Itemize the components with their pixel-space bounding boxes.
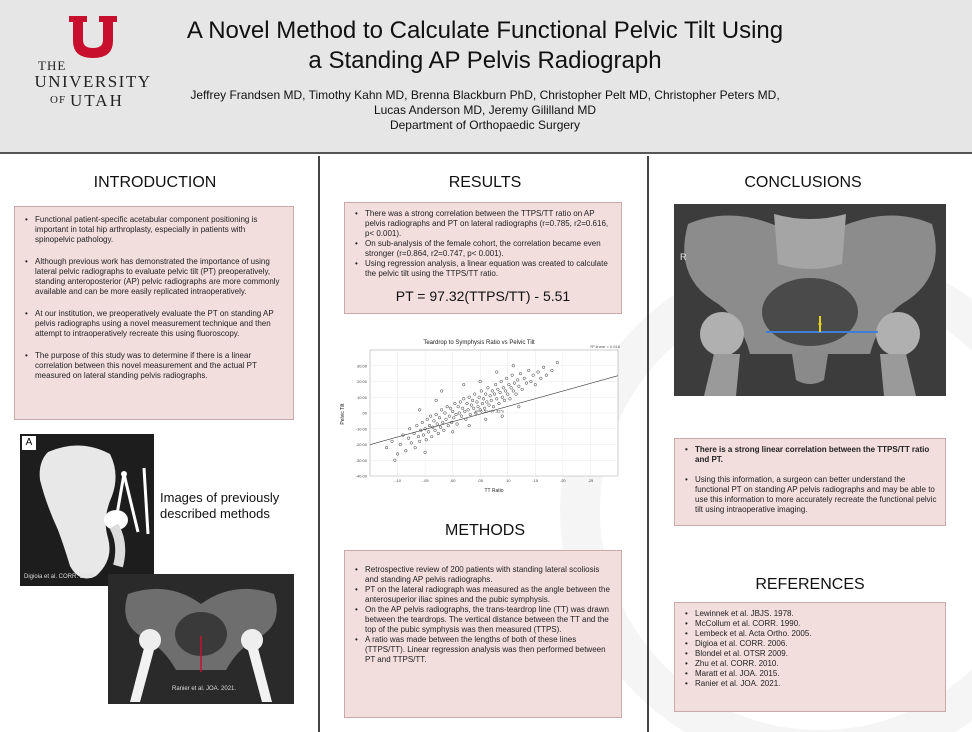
y-tick-label: -40.00 (355, 473, 367, 479)
image-a-credit: Digioia et al. CORR. 2006 (24, 574, 94, 580)
x-ticks (394, 478, 594, 483)
methods-title: METHODS (445, 522, 525, 539)
column-divider-2 (647, 156, 649, 732)
authors-line-1: Jeffrey Frandsen MD, Timothy Kahn MD, Brenna Blackburn PhD, Christopher Pelt MD, Christopher Peters MD, (190, 88, 780, 102)
conclusions-title: CONCLUSIONS (744, 174, 862, 191)
reference-item: • Ranier et al. JOA. 2021. (683, 679, 937, 689)
results-box (344, 202, 622, 314)
list-item: • PT on the lateral radiograph was measured as the angle between the anterosuperior iliac spines and the pubic symphysis. (353, 585, 613, 605)
pelvis-xray-illustration-icon (674, 204, 946, 396)
authors-line-2: Lucas Anderson MD, Jeremy Gililland MD (373, 103, 597, 117)
university-logo (28, 14, 158, 114)
list-item: • The purpose of this study was to determine if there is a linear correlation between this novel measurement and the actual PT measured on lateral standing pelvis radiographs. (23, 351, 285, 381)
title-line-1: A Novel Method to Calculate Functional Pelvic Tilt Using (186, 17, 784, 44)
introduction-box (14, 206, 294, 420)
introduction-title: INTRODUCTION (93, 174, 217, 191)
image-b-ap-pelvis-xray (108, 574, 294, 704)
reference-item: • McCollum et al. CORR. 1990. (683, 619, 937, 629)
logo-university: UNIVERSITY (34, 72, 152, 91)
pelvis-model-illustration-icon (20, 434, 154, 586)
list-item: • A ratio was made between the lengths of both of these lines (TTPS/TT). Linear regression analysis was then performed between PT and TTPS/TT. (353, 635, 613, 665)
list-item: • Using this information, a surgeon can better understand the functional PT on standing AP pelvis radiographs and may be able to use this information to more accurately recreate the functional pelvic tilt using intraoperative imaging. (683, 475, 937, 515)
introduction-list (23, 215, 285, 381)
x-tick-label: .05 (477, 478, 484, 483)
x-tick-label: .15 (532, 478, 539, 483)
x-axis-label: TT Ratio (484, 488, 504, 494)
y-axis-label: Pelvic Tilt (340, 403, 346, 425)
list-item: • Retrospective review of 200 patients with standing lateral scoliosis and standing AP pelvis radiographs. (353, 565, 613, 585)
x-tick-label: .00 (449, 478, 456, 483)
reference-item: • Maratt et al. JOA. 2015. (683, 669, 937, 679)
methods-list (353, 565, 613, 665)
y-tick-label: .00 (361, 410, 367, 416)
fit-equation-label: y=-5.51+97.32*x (474, 408, 505, 414)
title-line-2: a Standing AP Pelvis Radiograph (308, 47, 662, 74)
list-item: • On the AP pelvis radiographs, the trans-teardrop line (TT) was drawn between the teardrops. The vertical distance between the TT and the top of the pubic symphysis was then measured (TTPS). (353, 605, 613, 635)
x-tick-label: .20 (560, 478, 566, 483)
list-item: • On sub-analysis of the female cohort, the correlation became even stronger (r=0.864, r2=0.747, p< 0.001). (353, 239, 613, 259)
reference-item: • Blondel et al. OTSR 2009. (683, 649, 937, 659)
y-tick-label: -30.00 (355, 457, 367, 463)
department: Department of Orthopaedic Surgery (389, 118, 581, 132)
y-tick-label: -10.00 (355, 426, 367, 432)
conclusions-list (683, 445, 937, 515)
reference-item: • Zhu et al. CORR. 2010. (683, 659, 937, 669)
references-title: REFERENCES (755, 576, 865, 593)
logo-utah: UTAH (70, 91, 124, 110)
x-tick-label: -.05 (421, 478, 429, 483)
y-tick-label: 30.00 (356, 363, 367, 369)
x-tick-label: .10 (504, 478, 511, 483)
list-item: • Functional patient-specific acetabular component positioning is important in total hip arthroplasty, especially in patients with spinopelvic pathology. (23, 215, 285, 245)
y-tick-label: -20.00 (355, 442, 367, 447)
regression-equation: PT = 97.32(TTPS/TT) - 5.51 (395, 288, 571, 304)
references-list (683, 609, 937, 689)
chart-r2-label: R² linear = 0.616 (590, 344, 620, 349)
column-divider-1 (318, 156, 320, 732)
methods-box (344, 550, 622, 718)
y-tick-label: 10.00 (356, 394, 367, 400)
reference-item: • Lewinnek et al. JBJS. 1978. (683, 609, 937, 619)
image-b-credit: Ranier et al. JOA. 2021. (172, 686, 237, 692)
reference-item: • Digioa et al. CORR. 2006. (683, 639, 937, 649)
authors (160, 88, 810, 133)
images-caption-line-1: Images of previously (160, 490, 280, 505)
list-item: • There was a strong correlation between the TTPS/TT ratio on AP pelvis radiographs and PT on lateral radiographs (r=0.785, r2=0.616, p< 0.001). (353, 209, 613, 239)
logo-of: OF (50, 94, 67, 106)
image-a-pelvis-model (20, 434, 154, 586)
y-ticks (356, 363, 368, 478)
image-a-label: A (22, 436, 36, 450)
results-list (353, 209, 613, 279)
scatter-chart (334, 334, 624, 502)
y-tick-label: 20.00 (356, 379, 367, 384)
list-item: • There is a strong linear correlation between the TTPS/TT ratio and PT. (683, 445, 937, 465)
ap-pelvis-xray-illustration-icon (108, 574, 294, 704)
chart-title: Teardrop to Symphysis Ratio vs Pelvic Tilt (423, 340, 535, 346)
reference-item: • Lembeck et al. Acta Ortho. 2005. (683, 629, 937, 639)
results-title: RESULTS (448, 174, 522, 191)
images-caption (160, 490, 310, 522)
poster-title (160, 16, 810, 76)
conclusions-box (674, 438, 946, 526)
block-u-logo-icon (67, 14, 119, 60)
x-tick-label: -.10 (394, 478, 402, 483)
conclusions-pelvis-xray (674, 204, 946, 396)
list-item: • Although previous work has demonstrated the importance of using lateral pelvic radiographs to evaluate pelvic tilt (PT) preoperatively, standing anteroposterior (AP) pelvic radiographs are more commonly available and can be more easily replicated intraoperatively. (23, 257, 285, 297)
list-item: • At our institution, we preoperatively evaluate the PT on standing AP pelvis radiographs using a novel measurement technique and then attempt to intraoperatively recreate this using fluoroscopy. (23, 309, 285, 339)
poster-header (0, 0, 972, 154)
list-item: • Using regression analysis, a linear equation was created to calculate the pelvic tilt using the TTPS/TT ratio. (353, 259, 613, 279)
images-caption-line-2: described methods (160, 506, 270, 521)
x-tick-label: .25 (587, 478, 594, 483)
logo-the: THE (38, 58, 67, 73)
xray-side-marker: R (680, 252, 687, 262)
references-box (674, 602, 946, 712)
